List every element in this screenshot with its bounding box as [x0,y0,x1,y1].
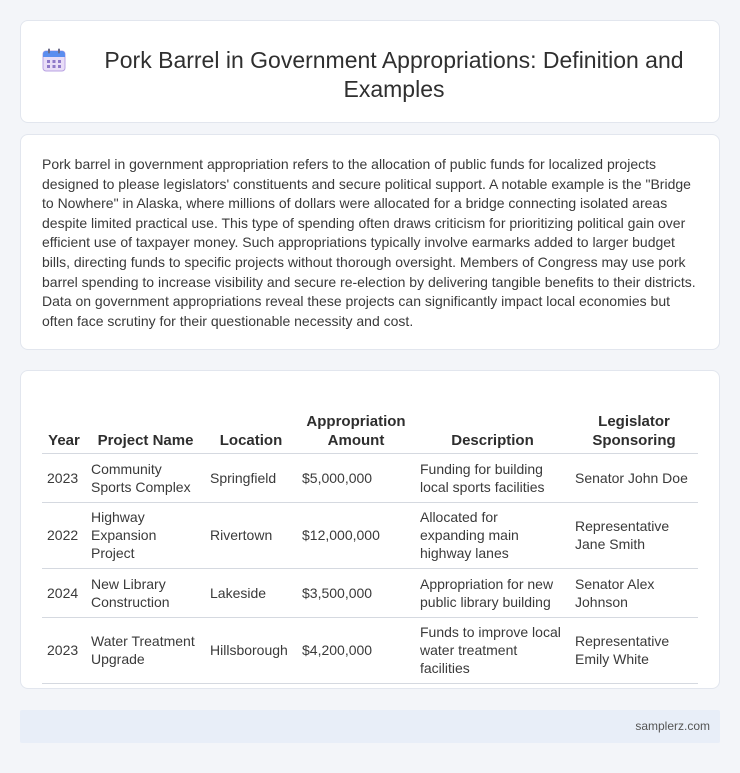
cell-description: Funding for building local sports facilities [415,453,570,502]
cell-amount: $5,000,000 [297,453,415,502]
cell-description: Funds to improve local water treatment facilities [415,617,570,683]
header-legislator-sponsoring: Legislator Sponsoring [570,391,698,453]
table-row [42,453,698,502]
description-card [20,134,720,350]
table-row [42,617,698,683]
header-description: Description [415,391,570,453]
cell-amount: $4,200,000 [297,617,415,683]
cell-legislator: Representative Jane Smith [570,502,698,568]
cell-description: Allocated for expanding main highway lanes [415,502,570,568]
table-header-row [42,391,698,453]
header-location: Location [205,391,297,453]
cell-location: Lakeside [205,568,297,617]
description-text: Pork barrel in government appropriation refers to the allocation of public funds for localized projects designed to please legislators' constituents and secure political support. A notable example is the "Bridge to Nowhere" in Alaska, where millions of dollars were allocated for a bridge connecting isolated areas despite limited practical use. This type of spending often draws criticism for prioritizing political gain over efficient use of taxpayer money. Such appropriations typically involve earmarks added to larger budget bills, directing funds to specific projects without thorough oversight. Members of Congress may use pork barrel spending to increase visibility and secure re-election by delivering tangible benefits to their districts. Data on government appropriations reveal these projects can significantly impact local economies but often face scrutiny for their questionable necessity and cost. [42,156,696,329]
cell-amount: $3,500,000 [297,568,415,617]
footer-site-link[interactable]: samplerz.com [635,719,710,733]
cell-legislator: Senator John Doe [570,453,698,502]
cell-year: 2024 [42,568,86,617]
cell-project-name: Community Sports Complex [86,453,205,502]
cell-year: 2022 [42,502,86,568]
calendar-icon [41,47,67,73]
page-title: Pork Barrel in Government Appropriations: Definition and Examples [104,47,684,102]
table-row [42,568,698,617]
cell-amount: $12,000,000 [297,502,415,568]
cell-project-name: Water Treatment Upgrade [86,617,205,683]
cell-location: Springfield [205,453,297,502]
cell-legislator: Representative Emily White [570,617,698,683]
cell-year: 2023 [42,453,86,502]
cell-legislator: Senator Alex Johnson [570,568,698,617]
header-year: Year [42,391,86,453]
cell-location: Rivertown [205,502,297,568]
cell-year: 2023 [42,617,86,683]
cell-project-name: New Library Construction [86,568,205,617]
header-project-name: Project Name [86,391,205,453]
footer [20,710,720,743]
title-card [20,20,720,123]
cell-project-name: Highway Expansion Project [86,502,205,568]
appropriations-table [42,391,698,684]
header-appropriation-amount: Appropriation Amount [297,391,415,453]
cell-description: Appropriation for new public library building [415,568,570,617]
table-row [42,502,698,568]
table-card [20,370,720,689]
cell-location: Hillsborough [205,617,297,683]
